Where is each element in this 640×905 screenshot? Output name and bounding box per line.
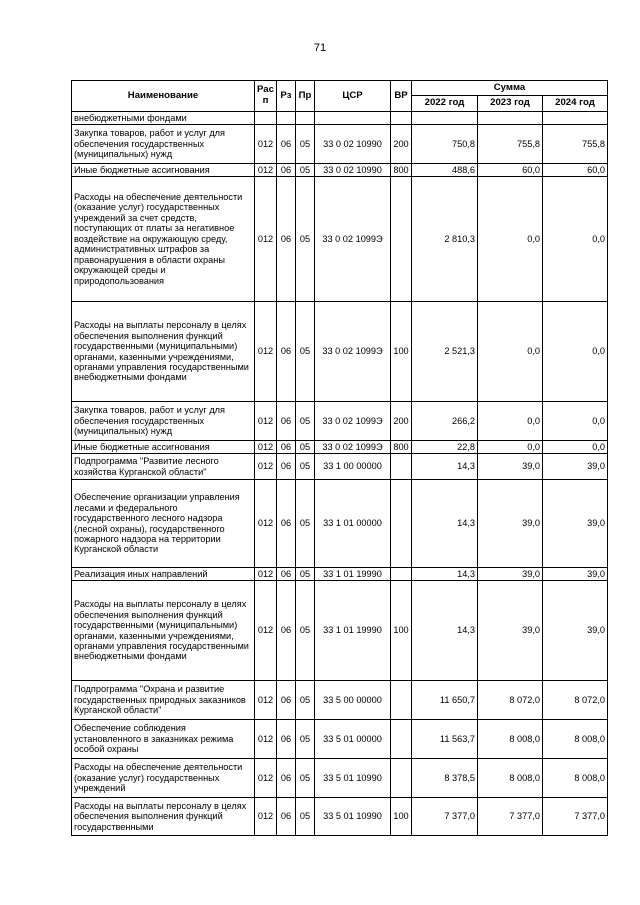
- row-2024: 0,0: [543, 402, 608, 441]
- row-2022: [412, 112, 478, 125]
- budget-table: [71, 80, 608, 836]
- row-ras: 012: [255, 402, 277, 441]
- row-2023: 8 008,0: [478, 720, 543, 759]
- row-pr: 05: [296, 759, 315, 798]
- row-csr: 33 0 02 1099Э: [315, 402, 391, 441]
- header-ras: Рас п: [255, 81, 277, 112]
- row-ras: 012: [255, 798, 277, 836]
- row-2023: 0,0: [478, 441, 543, 454]
- row-2023: 0,0: [478, 402, 543, 441]
- header-sum: Сумма: [412, 81, 608, 96]
- table-row: [72, 798, 608, 836]
- row-2023: 7 377,0: [478, 798, 543, 836]
- row-ras: 012: [255, 581, 277, 681]
- row-rz: 06: [277, 681, 296, 720]
- row-vr: [391, 112, 412, 125]
- table-row: [72, 402, 608, 441]
- table-row: [72, 164, 608, 177]
- row-csr: 33 0 02 1099Э: [315, 441, 391, 454]
- row-vr: [391, 681, 412, 720]
- row-name: Закупка товаров, работ и услуг для обеспечения государственных (муниципальных) нужд: [72, 125, 255, 164]
- row-rz: 06: [277, 581, 296, 681]
- row-2024: 8 008,0: [543, 720, 608, 759]
- row-pr: 05: [296, 581, 315, 681]
- row-csr: 33 0 02 1099Э: [315, 302, 391, 402]
- row-2023: 0,0: [478, 177, 543, 302]
- row-ras: 012: [255, 720, 277, 759]
- row-csr: 33 1 01 19990: [315, 568, 391, 581]
- row-ras: 012: [255, 568, 277, 581]
- table-row: [72, 441, 608, 454]
- row-vr: [391, 454, 412, 480]
- row-name: Иные бюджетные ассигнования: [72, 164, 255, 177]
- row-2022: 2 521,3: [412, 302, 478, 402]
- row-2024: 39,0: [543, 581, 608, 681]
- row-pr: 05: [296, 454, 315, 480]
- row-pr: 05: [296, 125, 315, 164]
- row-csr: 33 5 01 10990: [315, 798, 391, 836]
- table-row: [72, 759, 608, 798]
- row-vr: [391, 177, 412, 302]
- row-rz: 06: [277, 125, 296, 164]
- row-rz: 06: [277, 402, 296, 441]
- row-2023: 60,0: [478, 164, 543, 177]
- row-csr: 33 5 00 00000: [315, 681, 391, 720]
- row-name: Расходы на выплаты персоналу в целях обеспечения выполнения функций государственными (муниципальными) органами, казенными учреждениями, органами управления государственными внебюджетными фондами: [72, 302, 255, 402]
- row-vr: 100: [391, 798, 412, 836]
- header-rz: Рз: [277, 81, 296, 112]
- row-2024: [543, 112, 608, 125]
- row-ras: 012: [255, 302, 277, 402]
- row-2024: 39,0: [543, 568, 608, 581]
- row-name: Подпрограмма "Охрана и развитие государственных природных заказников Курганской области": [72, 681, 255, 720]
- row-ras: 012: [255, 177, 277, 302]
- row-rz: [277, 112, 296, 125]
- row-2024: 7 377,0: [543, 798, 608, 836]
- table-row: [72, 581, 608, 681]
- row-vr: 200: [391, 125, 412, 164]
- row-2022: 14,3: [412, 480, 478, 568]
- row-rz: 06: [277, 480, 296, 568]
- row-pr: 05: [296, 164, 315, 177]
- row-vr: [391, 568, 412, 581]
- table-row: [72, 454, 608, 480]
- row-csr: 33 1 00 00000: [315, 454, 391, 480]
- row-ras: 012: [255, 759, 277, 798]
- row-vr: [391, 480, 412, 568]
- row-name: Расходы на обеспечение деятельности (оказание услуг) государственных учреждений: [72, 759, 255, 798]
- row-2022: 8 378,5: [412, 759, 478, 798]
- row-pr: 05: [296, 480, 315, 568]
- header-2024: 2024 год: [543, 96, 608, 112]
- row-pr: 05: [296, 681, 315, 720]
- row-name: Подпрограмма "Развитие лесного хозяйства Курганской области": [72, 454, 255, 480]
- row-2022: 11 563,7: [412, 720, 478, 759]
- row-pr: 05: [296, 441, 315, 454]
- row-csr: 33 1 01 00000: [315, 480, 391, 568]
- row-2023: 755,8: [478, 125, 543, 164]
- row-rz: 06: [277, 759, 296, 798]
- header-2022: 2022 год: [412, 96, 478, 112]
- row-2022: 14,3: [412, 581, 478, 681]
- row-pr: 05: [296, 302, 315, 402]
- row-rz: 06: [277, 720, 296, 759]
- row-vr: 800: [391, 441, 412, 454]
- row-vr: 200: [391, 402, 412, 441]
- header-vr: ВР: [391, 81, 412, 112]
- row-ras: 012: [255, 454, 277, 480]
- row-rz: 06: [277, 164, 296, 177]
- table-row: [72, 568, 608, 581]
- row-ras: 012: [255, 480, 277, 568]
- row-vr: [391, 759, 412, 798]
- row-csr: [315, 112, 391, 125]
- row-vr: [391, 720, 412, 759]
- row-csr: 33 5 01 10990: [315, 759, 391, 798]
- header-csr: ЦСР: [315, 81, 391, 112]
- row-rz: 06: [277, 568, 296, 581]
- row-rz: 06: [277, 454, 296, 480]
- row-name: Обеспечение организации управления лесами и федерального государственного лесного надзора (лесной охраны), государственного пожарного надзора на территории Курганской области: [72, 480, 255, 568]
- row-2024: 39,0: [543, 480, 608, 568]
- row-2023: 0,0: [478, 302, 543, 402]
- row-name: Закупка товаров, работ и услуг для обеспечения государственных (муниципальных) нужд: [72, 402, 255, 441]
- row-ras: 012: [255, 681, 277, 720]
- row-name: Расходы на обеспечение деятельности (оказание услуг) государственных учреждений за счет средств, поступающих от платы за негативное воздействие на окружающую среду, административных штрафов за правонарушения в области охраны окружающей среды и природопользования: [72, 177, 255, 302]
- row-vr: 800: [391, 164, 412, 177]
- row-2022: 11 650,7: [412, 681, 478, 720]
- row-vr: 100: [391, 302, 412, 402]
- row-csr: 33 1 01 19990: [315, 581, 391, 681]
- row-2023: [478, 112, 543, 125]
- row-2024: 0,0: [543, 441, 608, 454]
- row-2022: 22,8: [412, 441, 478, 454]
- row-2024: 0,0: [543, 177, 608, 302]
- row-pr: 05: [296, 402, 315, 441]
- row-pr: 05: [296, 798, 315, 836]
- row-2022: 7 377,0: [412, 798, 478, 836]
- row-2023: 8 008,0: [478, 759, 543, 798]
- row-csr: 33 0 02 1099Э: [315, 177, 391, 302]
- row-rz: 06: [277, 798, 296, 836]
- row-2023: 39,0: [478, 568, 543, 581]
- row-name: Реализация иных направлений: [72, 568, 255, 581]
- row-ras: 012: [255, 125, 277, 164]
- row-rz: 06: [277, 177, 296, 302]
- row-2022: 488,6: [412, 164, 478, 177]
- table-row: [72, 302, 608, 402]
- row-vr: 100: [391, 581, 412, 681]
- row-2023: 39,0: [478, 454, 543, 480]
- header-pr: Пр: [296, 81, 315, 112]
- row-2023: 8 072,0: [478, 681, 543, 720]
- header-2023: 2023 год: [478, 96, 543, 112]
- row-2024: 39,0: [543, 454, 608, 480]
- row-rz: 06: [277, 441, 296, 454]
- row-csr: 33 5 01 00000: [315, 720, 391, 759]
- row-2022: 266,2: [412, 402, 478, 441]
- header-name: Наименование: [72, 81, 255, 112]
- row-name: Обеспечение соблюдения установленного в заказниках режима особой охраны: [72, 720, 255, 759]
- row-name: Расходы на выплаты персоналу в целях обеспечения выполнения функций государственными (муниципальными) органами, казенными учреждениями, органами управления государственными внебюджетными фондами: [72, 581, 255, 681]
- row-ras: 012: [255, 441, 277, 454]
- row-2024: 0,0: [543, 302, 608, 402]
- row-2023: 39,0: [478, 581, 543, 681]
- table-row: [72, 480, 608, 568]
- row-pr: 05: [296, 720, 315, 759]
- table-body: [72, 112, 608, 836]
- row-name: Иные бюджетные ассигнования: [72, 441, 255, 454]
- row-2022: 14,3: [412, 568, 478, 581]
- table-row: [72, 177, 608, 302]
- row-pr: [296, 112, 315, 125]
- row-2024: 8 072,0: [543, 681, 608, 720]
- row-pr: 05: [296, 568, 315, 581]
- row-2024: 755,8: [543, 125, 608, 164]
- row-name: Расходы на выплаты персоналу в целях обеспечения выполнения функций государственными: [72, 798, 255, 836]
- row-ras: 012: [255, 164, 277, 177]
- row-csr: 33 0 02 10990: [315, 164, 391, 177]
- row-rz: 06: [277, 302, 296, 402]
- row-csr: 33 0 02 10990: [315, 125, 391, 164]
- row-name: внебюджетными фондами: [72, 112, 255, 125]
- table-row: [72, 125, 608, 164]
- table-row: [72, 720, 608, 759]
- row-2022: 750,8: [412, 125, 478, 164]
- row-2024: 60,0: [543, 164, 608, 177]
- table-row: [72, 681, 608, 720]
- row-2022: 14,3: [412, 454, 478, 480]
- row-2022: 2 810,3: [412, 177, 478, 302]
- row-ras: [255, 112, 277, 125]
- page-number: 71: [313, 42, 327, 54]
- table-row: [72, 112, 608, 125]
- row-pr: 05: [296, 177, 315, 302]
- row-2023: 39,0: [478, 480, 543, 568]
- row-2024: 8 008,0: [543, 759, 608, 798]
